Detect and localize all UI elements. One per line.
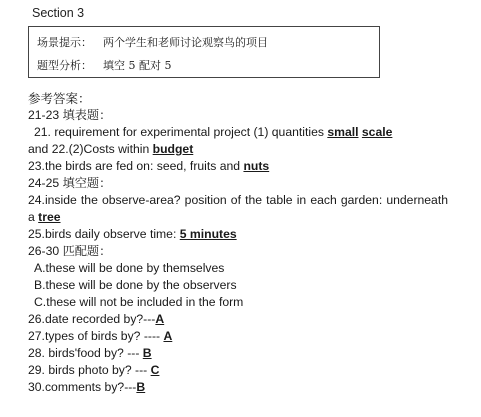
scenario-row	[37, 34, 268, 50]
q23-answer: nuts	[243, 159, 270, 173]
q21-text: 21. requirement for experimental project (1) quantities	[34, 125, 324, 139]
scenario-label: 场景提示：	[37, 36, 92, 49]
q22-line	[28, 141, 448, 158]
group1-heading-num: 21-23	[28, 108, 60, 122]
q30-text: 30.comments by?---	[28, 380, 137, 394]
q28-text: 28. birds'food by? ---	[28, 346, 143, 360]
group2-heading-text: 填空题：	[62, 176, 112, 190]
q22-answer: budget	[152, 142, 194, 156]
answers-heading: 参考答案：	[28, 91, 91, 106]
q26-answer: A	[155, 312, 165, 326]
group3-heading-num: 26-30	[28, 244, 60, 258]
q29-line	[28, 362, 448, 379]
group2-heading	[28, 175, 448, 192]
q28-line	[28, 345, 448, 362]
group1-heading-text: 填表题：	[62, 108, 112, 122]
q26-text: 26.date recorded by?---	[28, 312, 156, 326]
q28-answer: B	[142, 346, 152, 360]
q21-answer-1: small	[327, 125, 359, 139]
option-b: B.these will be done by the observers	[34, 278, 237, 292]
q24-text: 24.inside the observe-area? position of the table in each garden: underneath a	[28, 193, 448, 224]
q27-answer: A	[163, 329, 173, 343]
section-title: Section 3	[32, 6, 85, 20]
q21-answer-2: scale	[361, 125, 393, 139]
q27-line	[28, 328, 448, 345]
option-a: A.these will be done by themselves	[34, 261, 225, 275]
group1-heading	[28, 107, 448, 124]
q27-text: 27.types of birds by? ----	[28, 329, 164, 343]
option-c: C.these will not be included in the form	[34, 295, 244, 309]
info-box	[28, 26, 380, 78]
q26-line	[28, 311, 448, 328]
group3-heading-text: 匹配题：	[62, 244, 112, 258]
q24-line	[28, 192, 448, 226]
q21-line	[28, 124, 448, 141]
group3-heading	[28, 243, 448, 260]
q30-line	[28, 379, 448, 396]
q30-answer: B	[136, 380, 146, 394]
scenario-value: 两个学生和老师讨论观察鸟的项目	[103, 36, 268, 49]
q23-line	[28, 158, 448, 175]
question-type-label: 题型分析：	[37, 59, 92, 72]
q24-answer: tree	[38, 210, 61, 224]
q29-text: 29. birds photo by? ---	[28, 363, 151, 377]
answer-content	[28, 90, 448, 396]
q23-text: 23.the birds are fed on: seed, fruits and	[28, 159, 241, 173]
q25-text: 25.birds daily observe time:	[28, 227, 177, 241]
q22-text: and 22.(2)Costs within	[28, 142, 150, 156]
question-type-value: 填空 5 配对 5	[103, 59, 172, 72]
q25-line	[28, 226, 448, 243]
q29-answer: C	[150, 363, 160, 377]
q25-answer: 5 minutes	[179, 227, 237, 241]
group2-heading-num: 24-25	[28, 176, 60, 190]
question-type-row	[37, 57, 172, 73]
